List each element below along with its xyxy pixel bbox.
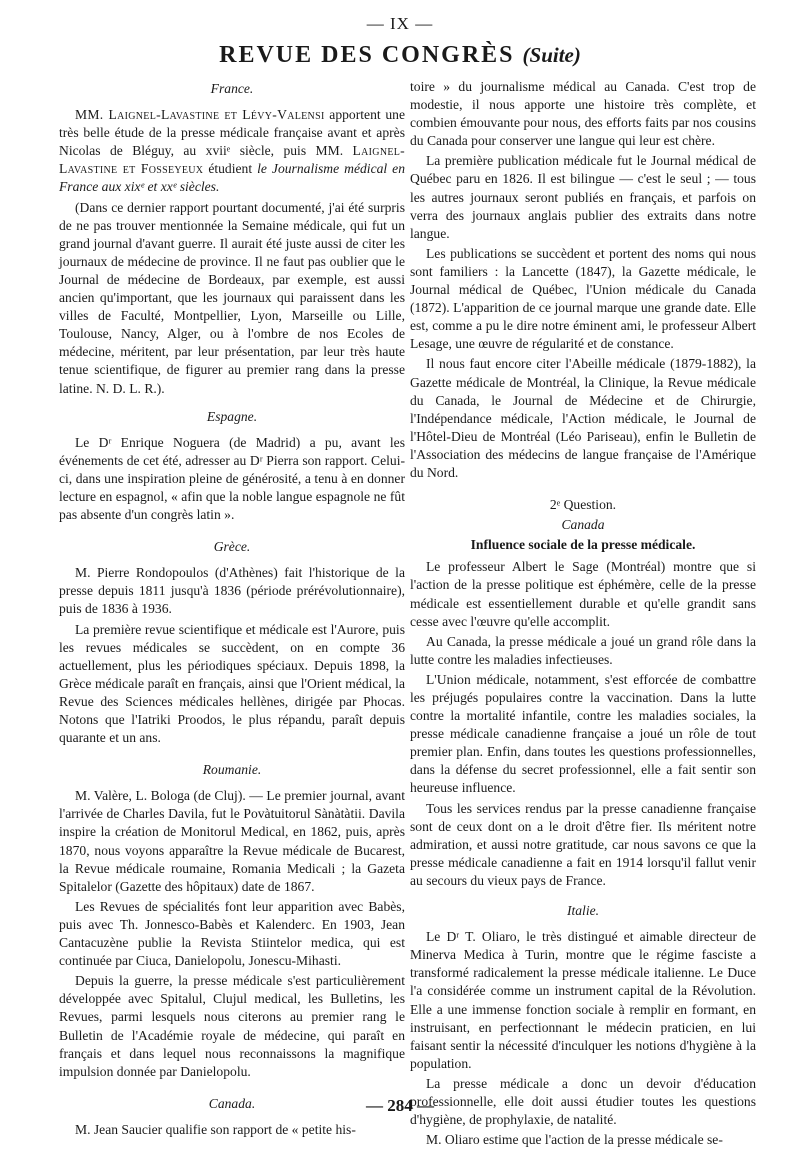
page-title [0, 42, 800, 69]
section-heading-canada: Canada. [208, 1095, 256, 1111]
grece-paragraph-1: M. Pierre Rondopoulos (d'Athènes) fait l'historique de la presse depuis 1811 jusqu'à 1836 (période prérévolutionnaire), puis de 1836 à 1936. [59, 565, 405, 617]
roumanie-paragraph-1: M. Valère, L. Bologa (de Cluj). — Le premier journal, avant l'arrivée de Charles Davila, fut le Povàtuitorul Sànàtàtii. Davila inspire la création de Monitorul Medical, en 1862, puis, après 1870, nous voyons apparaître la Revue médicale de Bucarest, la Revue médicale roumaine, Romania Medicali ; la Gazeta Spitalelor (Gazette des hôpitaux) date de 1867. [59, 788, 405, 894]
section-subtitle: Influence sociale de la presse médicale. [470, 537, 696, 553]
question-heading: 2ᵉ Question. [549, 497, 617, 513]
section-heading-espagne: Espagne. [206, 408, 258, 424]
france-authors-2: Laignel-Lavastine et Fosseyeux [59, 143, 405, 177]
canada-paragraph-2: La première publication médicale fut le Journal médical de Québec paru en 1826. Il est bilingue — c'est le seul ; — tous les autres journaux seront publiés en français, et parfois on verra des journaux anglais publier des extraits dans notre langue. [410, 153, 756, 241]
grece-paragraph-2: La première revue scientifique et médicale est l'Aurore, puis les revues médicales se succèdent, on en compte 36 actuellement, plus les périodiques spéciaux. Depuis 1898, la Grèce médicale paraît en français, ainsi que l'Orient médical, la Revue des Sciences médicales hellènes, dirigée par Phocas. Notons que l'Iatriki Proodos, le plus répandu, paraît depuis quarante et un ans. [59, 621, 405, 746]
france-authors: MM. Laignel-Lavastine et Lévy-Valensi [75, 107, 325, 123]
section-heading-roumanie: Roumanie. [202, 762, 262, 778]
title-suffix: (Suite) [522, 43, 581, 67]
canada-q2-paragraph-4: Tous les services rendus par la presse canadienne française sont de ceux dont on a le droit d'être fier. Ils méritent notre admiration, et aussi notre gratitude, car nous savons ce que la presse médicale canadienne a fait en 1914 lorsqu'il fallut venir au secours du vieux pays de France. [410, 800, 756, 888]
canada-q2-paragraph-1: Le professeur Albert le Sage (Montréal) montre que si l'action de la presse politique est éphémère, celle de la presse médicale est essentiellement durable et qu'elle grandit sans cesse avec l'œuvre qu'elle accomplit. [410, 559, 756, 629]
section-heading-france: France. [210, 81, 254, 96]
roumanie-paragraph-2: Les Revues de spécialités font leur apparition avec Babès, puis avec Th. Jonnesco-Babès et Kalenderc. En 1903, Jean Cantacuzène publie la Revista Stiintelor medica, qui est continuée par Ciuca, Danielopolu, Jonescu-Mihasti. [59, 898, 405, 969]
roumanie-paragraph-3: Depuis la guerre, la presse médicale s'est particulièrement développée avec Spitalul, Clujul medical, les Bulletins, les Revues, parmi lesquels nous citerons au premier rang le Bulletin de l'Académie royale de médecine, qui paraît en français et dans lequel nous reconnaissons la magnifique impulsion donnée par Danielopolu. [59, 973, 405, 1079]
france-paragraph-1: MM. Laignel-Lavastine et Lévy-Valensi apportent une très belle étude de la presse médicale française avant et après Nicolas de Bléguy, au xviiᵉ siècle, puis MM. Laignel-Lavastine et Fosseyeux étudient le Journalisme médical en France aux xixᵉ et xxᵉ siècles. [59, 107, 405, 195]
canada-q2-paragraph-3: L'Union médicale, notamment, s'est efforcée de combattre les préjugés populaires contre la vaccination. Dans la lutte contre la mortalité infantile, contre les maladies sociales, la presse médicale canadienne française a joué un rôle de tout premier plan. Enfin, dans toutes les questions professionnelles, dans la défense du secret professionnel, elle a fait sentir son heureuse influence. [410, 671, 756, 796]
italie-paragraph-3: M. Oliaro estime que l'action de la presse médicale se- [426, 1132, 723, 1148]
section-heading-canada-2: Canada [561, 517, 605, 533]
roman-page-number: — IX — [366, 14, 434, 33]
page-number: — 284 — [366, 1096, 434, 1115]
france-paragraph-2: (Dans ce dernier rapport pourtant documenté, j'ai été surpris de ne pas trouver mentionnée la Semaine médicale, qui fut un grand journal d'avant guerre. Il aurait été juste aussi de citer les journaux de médecine de province. Il ne faut pas oublier que le Journal de médecine de Bordeaux, par exemple, est aussi ancien qu'important, que les journaux qui paraissent dans les villes de Faculté, Montpellier, Lyon, Marseille ou Lille, Toulouse, Nancy, Alger, ou à l'ombre de nos Ecoles de médecine, méritent, par leur présentation, par leur très haute tenue scientifique, de figurer au premier rang dans la presse latine. N. D. L. R.). [59, 199, 405, 396]
canada-paragraph-4: Il nous faut encore citer l'Abeille médicale (1879-1882), la Gazette médicale de Montréal, la Clinique, la Revue médicale du Canada, le Journal de Médecine et de Chirurgie, l'Indépendance médicale, l'Action médicale, le Journal de l'Hôtel-Dieu de Montréal (Léo Pariseau), enfin le Bulletin de l'Association des médecins de langue française de l'Amérique du Nord. [410, 356, 756, 480]
italie-paragraph-2: La presse médicale a donc un devoir d'éducation professionnelle, elle doit aussi étudier toutes les questions d'hygiène, de prophylaxie, de natalité. [410, 1075, 756, 1128]
france-study-title: le Journalisme médical en France aux xixᵉ et xxᵉ siècles. [59, 161, 405, 195]
right-column [410, 78, 756, 1151]
italie-paragraph-1: Le Dʳ T. Oliaro, le très distingué et aimable directeur de Minerva Medica à Turin, montre que le régime fasciste a transformé radicalement la presse médicale italienne. Le Duce l'a considérée comme un instrument capital de la Révolution. Elle a une immense fonction sociale à remplir en formant, en instruisant, en perfectionnant le médecin praticien, en lui faisant sentir la nécessité d'inculquer les notions d'hygiène à la population. [410, 929, 756, 1071]
title-main: REVUE DES CONGRÈS [219, 42, 515, 68]
canada-continued-paragraph: toire » du journalisme médical au Canada. C'est trop de modestie, il nous apporte une histoire très complète, et combien émouvante pour nous, des efforts faits par nos cousins du Canada pour conserver une langue qui leur est chère. [410, 79, 756, 149]
canada-paragraph-3: Les publications se succèdent et portent des noms qui nous sont familiers : la Lancette (1847), la Gazette médicale, le Journal médical de Québec, l'Union médicale du Canada (1872). L'apparition de ce journal marque une grande date. Elle est, comme a pu le dire notre éminent ami, le professeur Albert Lesage, une œuvre de régularité et de constance. [410, 245, 756, 352]
canada-q2-paragraph-2: Au Canada, la presse médicale a joué un grand rôle dans la lutte contre les maladies infectieuses. [410, 633, 756, 667]
canada-paragraph-1: M. Jean Saucier qualifie son rapport de « petite his- [75, 1121, 356, 1137]
section-heading-italie: Italie. [566, 903, 600, 919]
section-heading-grece: Grèce. [213, 539, 251, 555]
left-column [59, 80, 405, 1141]
espagne-paragraph-1: Le Dʳ Enrique Noguera (de Madrid) a pu, avant les événements de cet été, adresser au Dʳ Pierra son rapport. Celui-ci, dans une inspiration pleine de générosité, a tenu à en donner lecture en espagnol, « afin que la noble langue espagnole ne fût pas absente d'un congrès latin ». [59, 434, 405, 523]
